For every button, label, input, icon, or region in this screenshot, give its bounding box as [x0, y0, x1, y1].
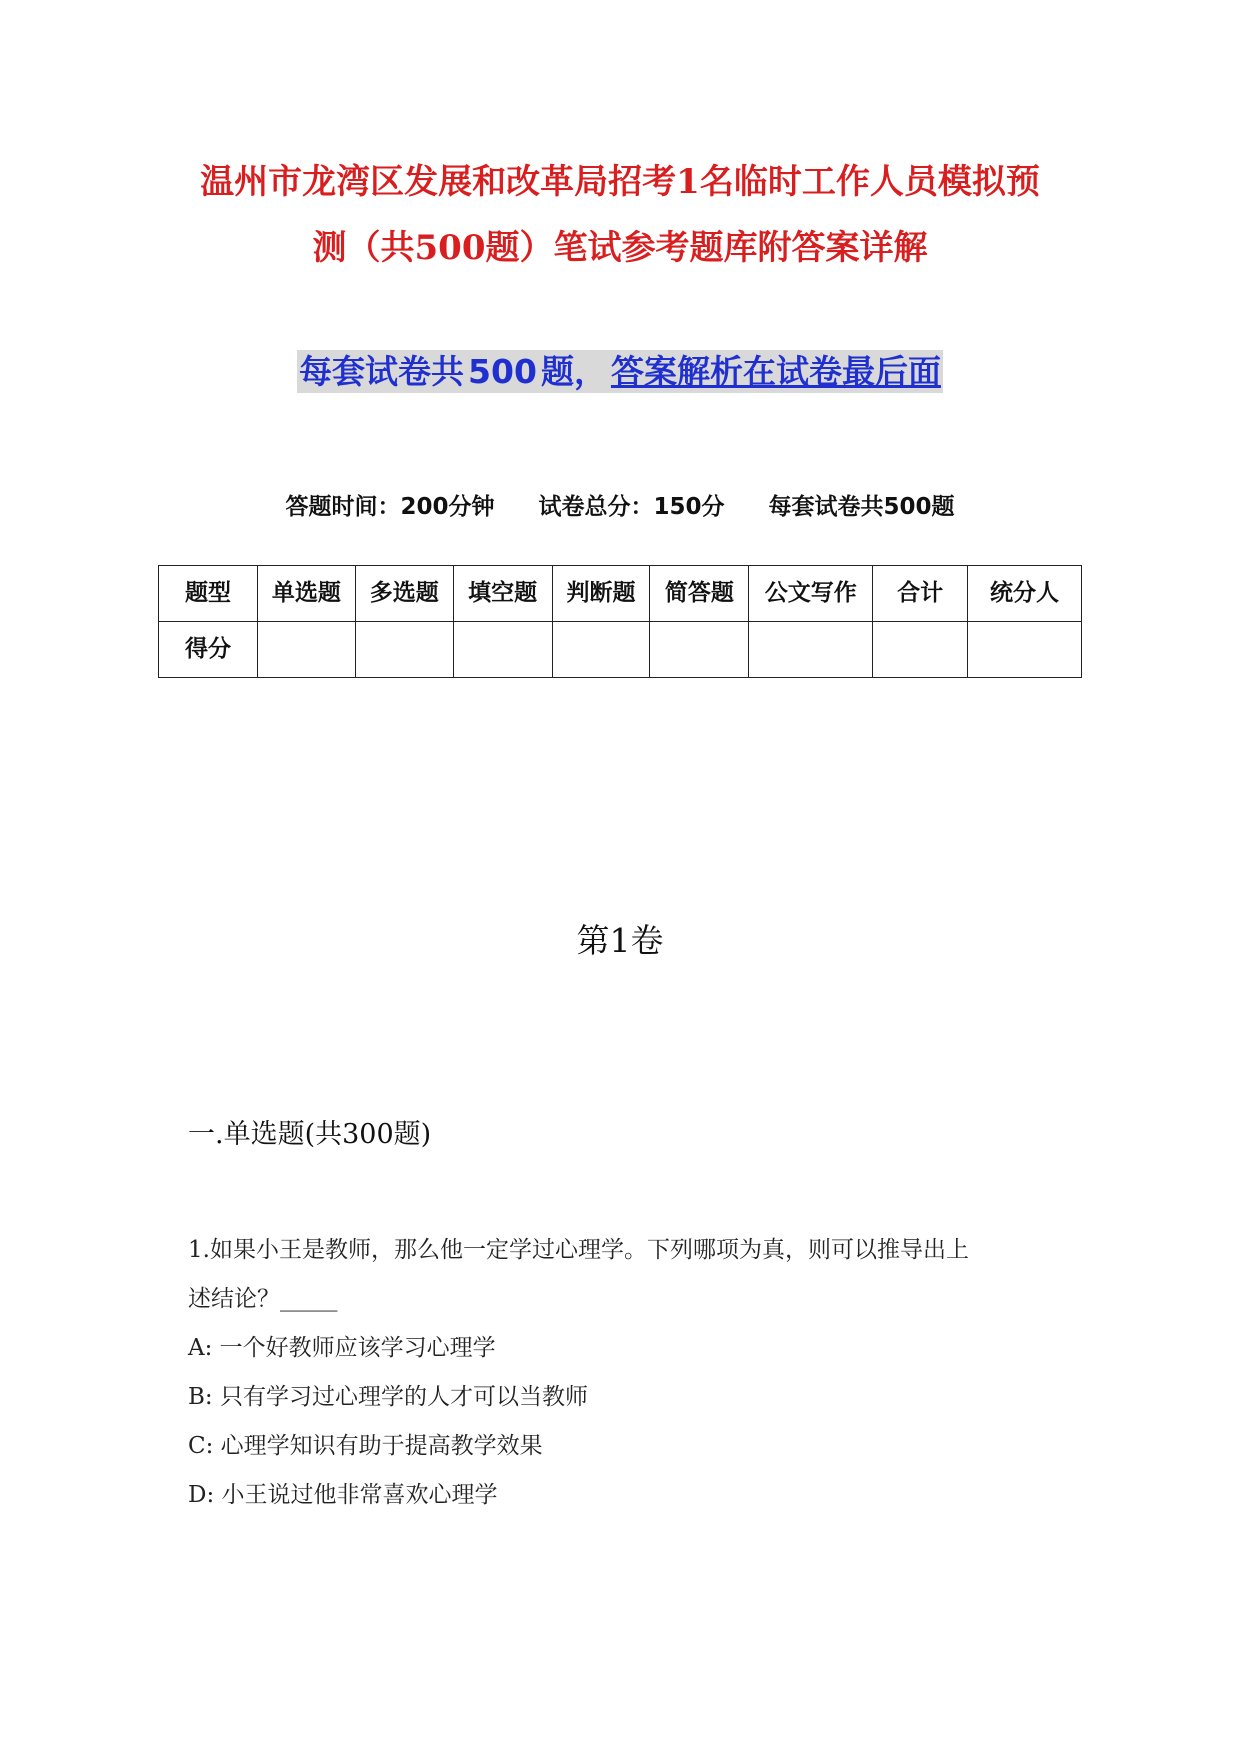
score-header-cell: 简答题 [650, 566, 749, 622]
score-table-score-row [159, 622, 1082, 678]
score-header-cell: 填空题 [453, 566, 552, 622]
notice-text: 每套试卷共 [299, 352, 465, 391]
score-table-header-row [159, 566, 1082, 622]
score-header-cell: 多选题 [355, 566, 453, 622]
answer-notice [0, 348, 1240, 396]
score-header-cell: 统分人 [968, 566, 1082, 622]
score-table [158, 565, 1082, 678]
exam-time: 答题时间：200分钟 [285, 494, 495, 520]
score-cell[interactable] [968, 622, 1082, 678]
option-d[interactable]: D: 小王说过他非常喜欢心理学 [188, 1482, 498, 1508]
notice-text-2: 题， [540, 352, 607, 391]
score-cell[interactable] [552, 622, 650, 678]
option-a[interactable]: A: 一个好教师应该学习心理学 [188, 1335, 496, 1361]
exam-question-count: 每套试卷共500题 [768, 494, 955, 520]
notice-count: 500 [468, 352, 537, 391]
document-title-line2: 测（共500题）笔试参考题库附答案详解 [312, 228, 928, 268]
question-stem-line2: 述结论？_____ [188, 1286, 338, 1312]
volume-title: 第1卷 [576, 921, 664, 960]
score-cell[interactable] [257, 622, 355, 678]
score-cell[interactable] [650, 622, 749, 678]
option-b[interactable]: B: 只有学习过心理学的人才可以当教师 [188, 1384, 588, 1410]
document-title-line1: 温州市龙湾区发展和改革局招考1名临时工作人员模拟预 [200, 162, 1040, 202]
score-cell[interactable] [873, 622, 968, 678]
option-c[interactable]: C: 心理学知识有助于提高教学效果 [188, 1433, 543, 1459]
score-row-label: 得分 [159, 622, 258, 678]
question-stem-line1: 1.如果小王是教师，那么他一定学过心理学。下列哪项为真，则可以推导出上 [188, 1237, 969, 1263]
exam-meta [0, 488, 1240, 521]
score-cell[interactable] [355, 622, 453, 678]
score-header-cell: 题型 [159, 566, 258, 622]
score-header-cell: 合计 [873, 566, 968, 622]
score-header-cell: 公文写作 [749, 566, 873, 622]
exam-total-score: 试卷总分：150分 [538, 494, 725, 520]
score-header-cell: 判断题 [552, 566, 650, 622]
score-cell[interactable] [453, 622, 552, 678]
section-title: 一.单选题(共300题) [188, 1119, 432, 1150]
answer-location-link[interactable]: 答案解析在试卷最后面 [610, 352, 941, 391]
score-header-cell: 单选题 [257, 566, 355, 622]
score-cell[interactable] [749, 622, 873, 678]
